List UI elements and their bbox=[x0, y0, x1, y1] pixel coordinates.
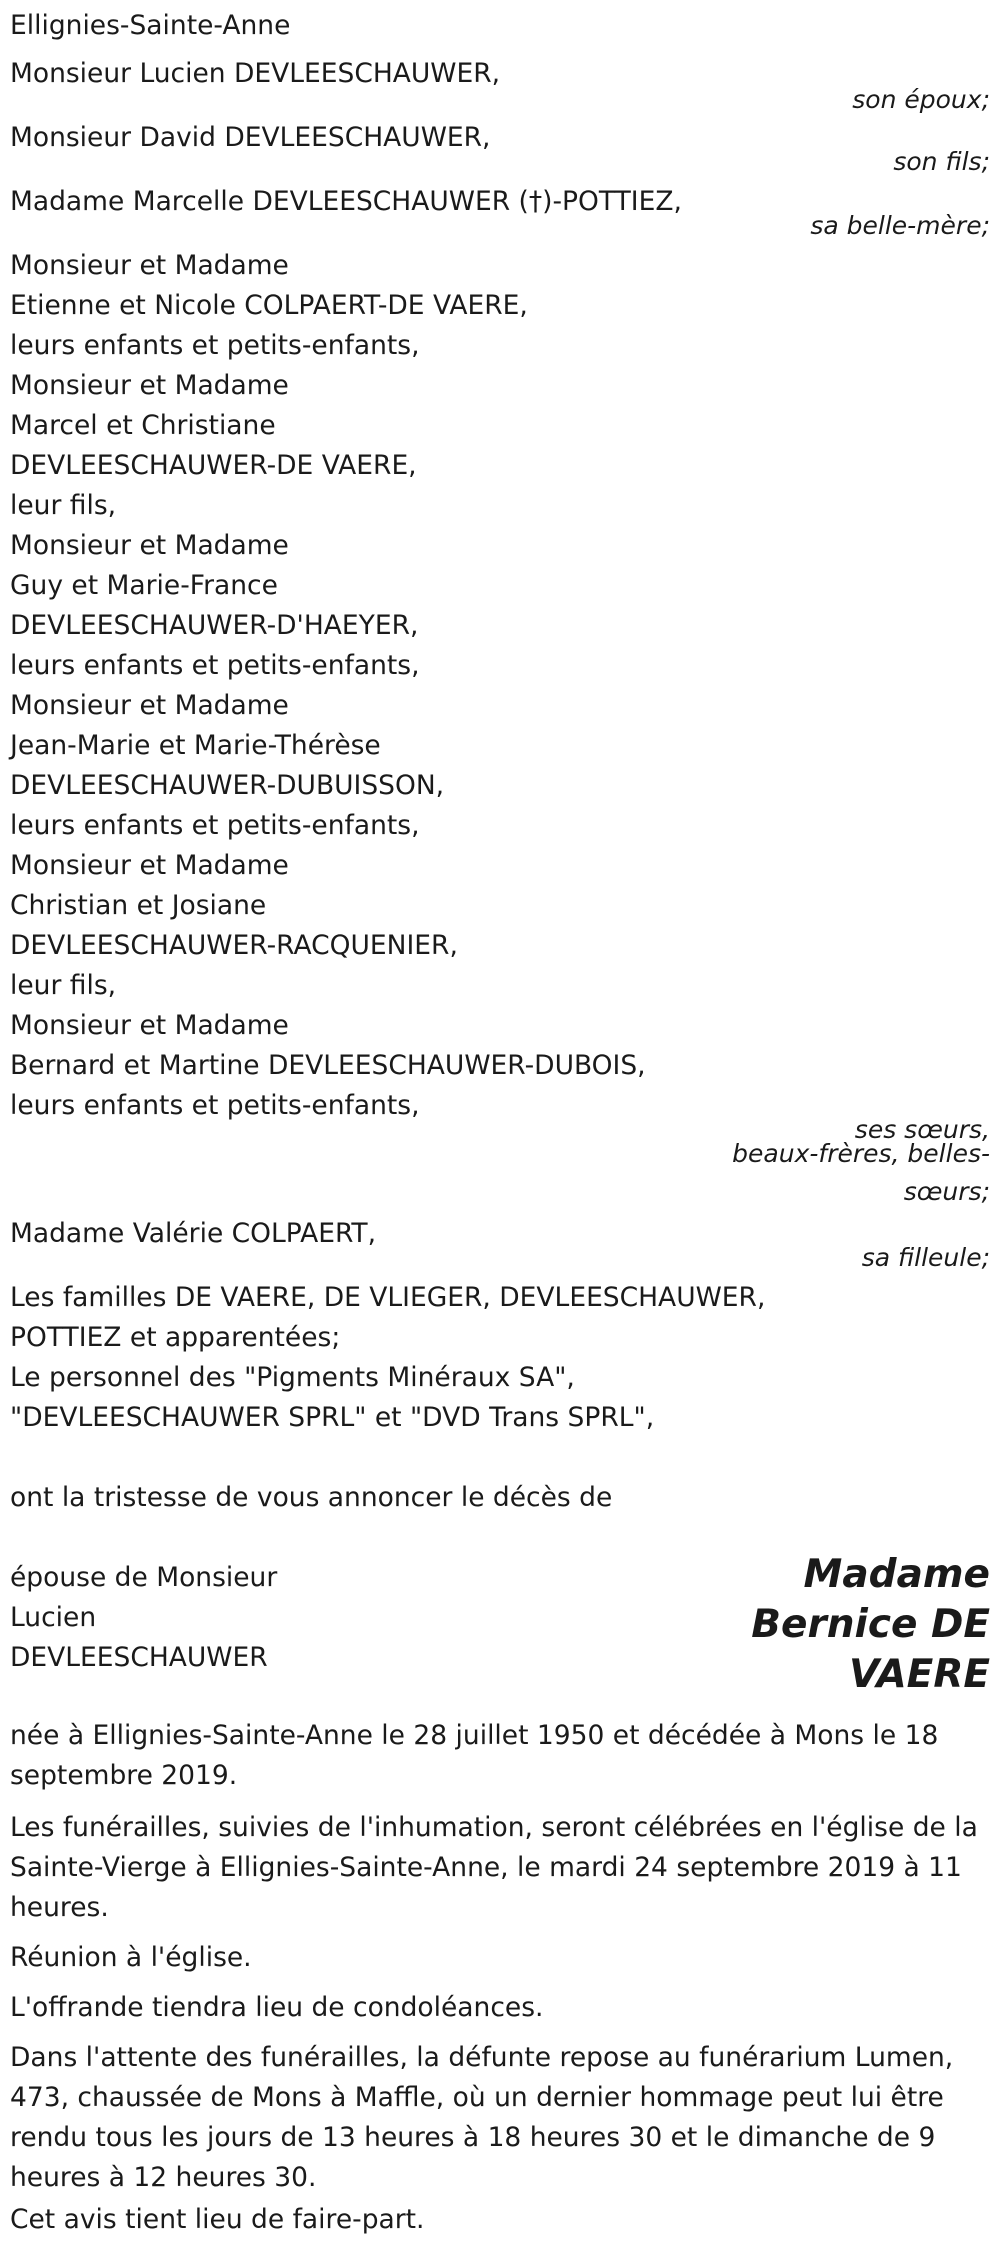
other-families-line: "DEVLEESCHAUWER SPRL" et "DVD Trans SPRL", bbox=[10, 1402, 655, 1433]
sibling-line: Guy et Marie-France bbox=[10, 570, 278, 601]
sibling-line: Monsieur et Madame bbox=[10, 850, 289, 881]
mother-in-law-relation: sa belle-mère; bbox=[810, 211, 990, 240]
son-name: Monsieur David DEVLEESCHAUWER, bbox=[10, 122, 491, 153]
deceased-name-line: Madame bbox=[803, 1552, 990, 1597]
visitation-paragraph: Dans l'attente des funérailles, la défunte repose au funérarium Lumen, 473, chaussée de Mons à Maffle, où un dernier hommage peut lui être rendu tous les jours de 13 heures à 18 heures 30 et le dimanche de 9 heures à 12 heures 30. bbox=[10, 2042, 954, 2193]
mother-in-law-name: Madame Marcelle DEVLEESCHAUWER (†)-POTTIEZ, bbox=[10, 186, 682, 217]
sibling-line: Monsieur et Madame bbox=[10, 690, 289, 721]
sibling-line: leurs enfants et petits-enfants, bbox=[10, 650, 420, 681]
goddaughter-name: Madame Valérie COLPAERT, bbox=[10, 1218, 377, 1249]
spouse-name: Monsieur Lucien DEVLEESCHAUWER, bbox=[10, 58, 501, 89]
sibling-line: DEVLEESCHAUWER-DE VAERE, bbox=[10, 450, 417, 481]
sibling-line: Monsieur et Madame bbox=[10, 530, 289, 561]
sibling-line: Monsieur et Madame bbox=[10, 370, 289, 401]
deceased-name-line: Bernice DE bbox=[751, 1602, 990, 1647]
deceased-name-line: VAERE bbox=[848, 1652, 990, 1697]
sibling-line: DEVLEESCHAUWER-RACQUENIER, bbox=[10, 930, 458, 961]
sibling-line: Monsieur et Madame bbox=[10, 1010, 289, 1041]
siblings-relation: sœurs; bbox=[903, 1177, 990, 1206]
spouse-of-line: épouse de Monsieur bbox=[10, 1562, 278, 1593]
other-families-line: POTTIEZ et apparentées; bbox=[10, 1322, 341, 1353]
deceased-name bbox=[751, 1550, 990, 1700]
sibling-line: leurs enfants et petits-enfants, bbox=[10, 330, 420, 361]
sibling-line: Etienne et Nicole COLPAERT-DE VAERE, bbox=[10, 290, 528, 321]
sibling-line: Monsieur et Madame bbox=[10, 250, 289, 281]
spouse-relation: son époux; bbox=[852, 85, 990, 114]
sibling-line: leur fils, bbox=[10, 970, 117, 1001]
sibling-line: leurs enfants et petits-enfants, bbox=[10, 1090, 420, 1121]
goddaughter-relation: sa filleule; bbox=[861, 1243, 990, 1272]
sibling-line: DEVLEESCHAUWER-D'HAEYER, bbox=[10, 610, 419, 641]
sibling-line: leur fils, bbox=[10, 490, 117, 521]
location-heading: Ellignies-Sainte-Anne bbox=[10, 10, 291, 41]
sibling-line: Jean-Marie et Marie-Thérèse bbox=[10, 730, 381, 761]
sibling-line: leurs enfants et petits-enfants, bbox=[10, 810, 420, 841]
sibling-line: Christian et Josiane bbox=[10, 890, 267, 921]
sibling-line: Marcel et Christiane bbox=[10, 410, 276, 441]
other-families-line: Le personnel des "Pigments Minéraux SA", bbox=[10, 1362, 575, 1393]
son-relation: son fils; bbox=[893, 147, 990, 176]
closing-paragraph: Cet avis tient lieu de faire-part. bbox=[10, 2204, 425, 2235]
other-families-line: Les familles DE VAERE, DE VLIEGER, DEVLEESCHAUWER, bbox=[10, 1282, 766, 1313]
offering-paragraph: L'offrande tiendra lieu de condoléances. bbox=[10, 1992, 544, 2023]
birth-death-paragraph: née à Ellignies-Sainte-Anne le 28 juillet 1950 et décédée à Mons le 18 septembre 2019. bbox=[10, 1720, 939, 1791]
sibling-line: DEVLEESCHAUWER-DUBUISSON, bbox=[10, 770, 445, 801]
sibling-line: Bernard et Martine DEVLEESCHAUWER-DUBOIS, bbox=[10, 1050, 646, 1081]
siblings-relation: beaux-frères, belles- bbox=[732, 1139, 990, 1168]
spouse-of-line: DEVLEESCHAUWER bbox=[10, 1642, 268, 1673]
funeral-paragraph: Les funérailles, suivies de l'inhumation, seront célébrées en l'église de la Sainte-Vierge à Ellignies-Sainte-Anne, le mardi 24 septembre 2019 à 11 heures. bbox=[10, 1812, 978, 1923]
announcement-text: ont la tristesse de vous annoncer le décès de bbox=[10, 1482, 613, 1513]
siblings-relation: ses sœurs, bbox=[854, 1115, 990, 1144]
meeting-paragraph: Réunion à l'église. bbox=[10, 1942, 252, 1973]
spouse-of-line: Lucien bbox=[10, 1602, 97, 1633]
